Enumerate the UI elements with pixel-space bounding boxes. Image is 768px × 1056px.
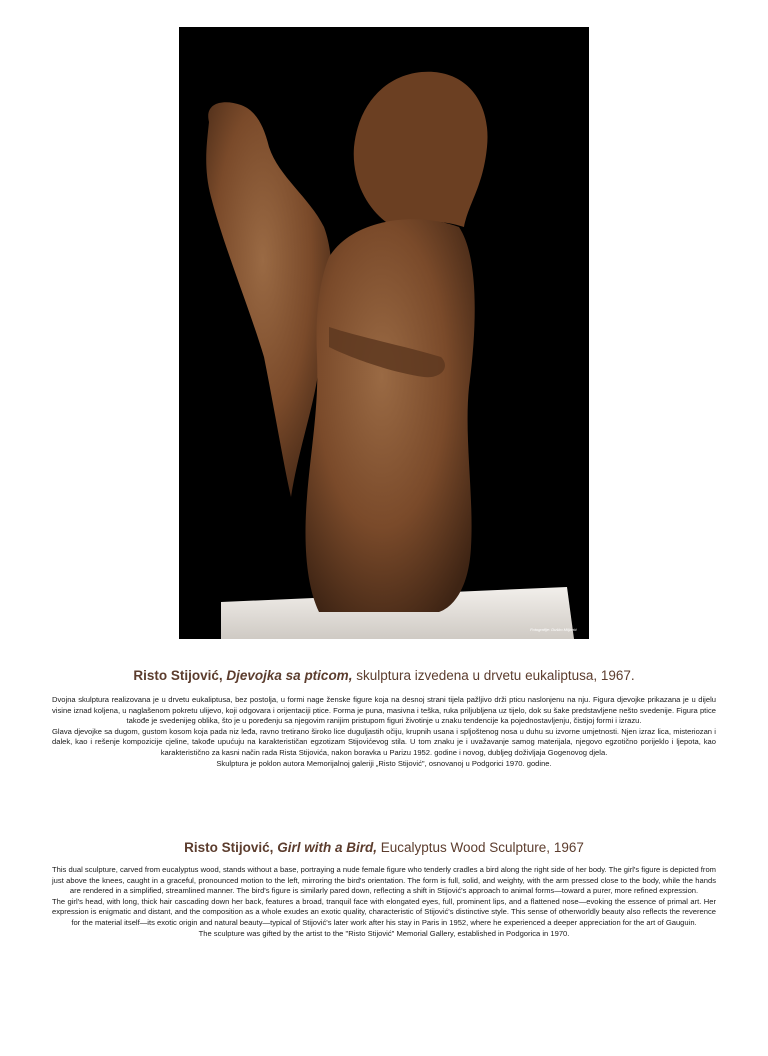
heading-croatian	[20, 668, 748, 683]
paragraph: Glava djevojke sa dugom, gustom kosom koja pada niz leđa, ravno tretirano široko lice duguljastih očiju, krupnih usana i spljoštenog nosa u duhu su izvorne umjetnosti. Njen izraz lica, misteriozan i dalek, kao i rešenje kompozicije cjeline, takođe upućuju na karakterističan egzotizam Stijovićevog stila. U tom znaku je i uvažavanje samog materijala, njegovo egzotično porijeklo i ljepota, kao karakteristično za kasni način rada Rista Stijovića, nakon boravka u Parizu 1952. godine i novog, dubljeg doživljaja Gogenovog djela.	[52, 726, 716, 757]
paragraph: Dvojna skulptura realizovana je u drvetu eukaliptusa, bez postolja, u formi nage ženske figure koja na desnoj strani tijela pažljivo drži pticu naslonjenu na nju. Figura djevojke prikazana je u dijelu visine iznad koljena, u naglašenom pokretu ulijevo, koji odgovara i orijentaciji ptice. Forma je puna, masivna i teška, ruka priljubljena uz tijelo, dok su šake predstavljene nešto svedenije. Figura ptice takođe je svedenijeg oblika, što je u poređenju sa njegovim ranijim pristupom figuri životinje u znaku tendencije ka pojednostavljenju, čistijoj formi i izrazu.	[52, 695, 716, 726]
heading-artist: Risto Stijović,	[184, 840, 274, 855]
sculpture-photo	[179, 27, 589, 639]
paragraph: The girl's head, with long, thick hair cascading down her back, features a broad, tranquil face with elongated eyes, full, prominent lips, and a flattened nose—evoking the essence of primal art. Her expression is enigmatic and distant, and the composition as a whole exudes an exotic quality, characteristic of Stijović's distinctive style. This sense of otherworldly beauty also reflects the reverence for the material itself—its exotic origin and natural beauty—typical of Stijović's later work after his stay in Paris in 1952, where he experienced a deeper appreciation for the art of Gauguin.	[52, 896, 716, 927]
heading-rest: skulptura izvedena u drvetu eukaliptusa, 1967.	[356, 668, 635, 683]
sculpture-illustration	[179, 27, 589, 639]
girl-body	[306, 219, 475, 612]
heading-rest: Eucalyptus Wood Sculpture, 1967	[380, 840, 584, 855]
description-croatian	[52, 695, 716, 769]
heading-artist: Risto Stijović,	[133, 668, 223, 683]
heading-title: Djevojka sa pticom,	[226, 668, 353, 683]
paragraph: This dual sculpture, carved from eucalyptus wood, stands without a base, portraying a nude female figure who tenderly cradles a bird along the right side of her body. The girl's figure is depicted from just above the knees, caught in a graceful, pronounced motion to the left, mirroring the bird's orientation. The form is full, solid, and weighty, with the arm pressed close to the body, while the hands are rendered in a simplified, streamlined manner. The bird's figure is similarly pared down, reflecting a shift in Stijović's approach to animal forms—toward a purer, more refined expression.	[52, 865, 716, 896]
paragraph: Skulptura je poklon autora Memorijalnoj galeriji „Risto Stijović", osnovanoj u Podgorici 1970. godine.	[216, 758, 552, 768]
photo-credit: Fotografije: Duško Miljanić	[530, 627, 577, 632]
paragraph: The sculpture was gifted by the artist to the "Risto Stijović" Memorial Gallery, established in Podgorica in 1970.	[198, 928, 570, 938]
heading-english	[20, 840, 748, 855]
heading-title: Girl with a Bird,	[277, 840, 377, 855]
description-english	[52, 865, 716, 939]
